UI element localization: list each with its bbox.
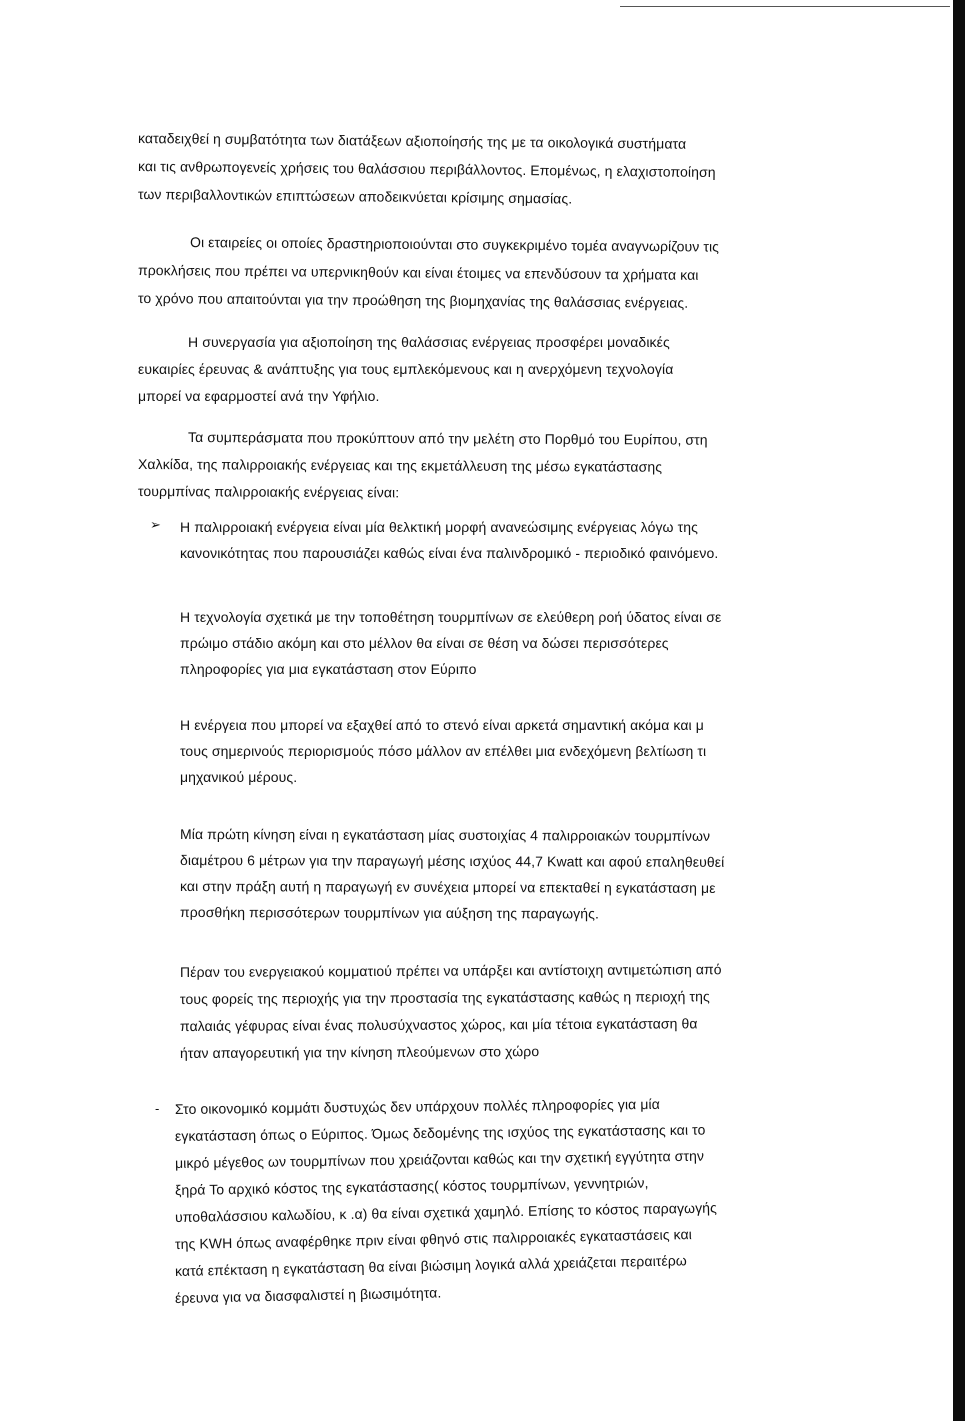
paragraph-line: έρευνα για να διασφαλιστεί η βιωσιμότητα.: [174, 1284, 442, 1306]
paragraph-line: της KWH όπως αναφέρθηκε πριν είναι φθηνό στις παλιρροιακές εγκαταστάσεις και: [174, 1226, 693, 1252]
paragraph-line: Η τεχνολογία σχετικά με την τοποθέτηση τουρμπίνων σε ελεύθερη ροή ύδατος είναι σε: [180, 609, 722, 625]
paragraph-line: το χρόνο που απαιτούνται για την προώθηση της βιομηχανίας της θαλάσσιας ενέργειας.: [137, 290, 689, 311]
paragraph-line: Οι εταιρείες οι οποίες δραστηριοποιούνται στο συγκεκριμένο τομέα αναγνωρίζουν τις: [189, 234, 720, 255]
paragraph-line: κανονικότητας που παρουσιάζει καθώς είναι ένα παλινδρομικό - περιοδικό φαινόμενο.: [180, 545, 719, 561]
paragraph-line: Πέραν του ενεργειακού κομματιού πρέπει να υπάρξει και αντίστοιχη αντιμετώπιση από: [179, 961, 722, 980]
paragraph-line: μπορεί να εφαρμοστεί ανά την Υφήλιο.: [138, 388, 380, 404]
arrow-bullet-icon: ➢: [150, 517, 161, 532]
paragraph-line: προκλήσεις που πρέπει να υπερνικηθούν και είναι έτοιμες να επενδύσουν τα χρήματα και: [137, 262, 699, 283]
paragraph-line: Μία πρώτη κίνηση είναι η εγκατάσταση μίας συστοιχίας 4 παλιρροιακών τουρμπίνων: [179, 826, 711, 844]
paragraph-line: πρώιμο στάδιο ακόμη και στο μέλλον θα είναι σε θέση να δώσει περισσότερες: [180, 635, 669, 651]
paragraph-line: μικρό μέγεθος ων τουρμπίνων που χρειάζονται καθώς και την σχετική εγγύτητα στην: [174, 1147, 705, 1171]
paragraph-line: των περιβαλλοντικών επιπτώσεων αποδεικνύεται κρίσιμης σημασίας.: [137, 186, 573, 207]
paragraph-line: υποθαλάσσιου καλωδίου, κ .α) θα είναι σχετικά χαμηλό. Επίσης το κόστος παραγωγής: [174, 1199, 718, 1225]
paragraph-line: Στο οικονομικό κομμάτι δυστυχώς δεν υπάρχουν πολλές πληροφορίες για μία: [174, 1095, 660, 1117]
paragraph-line: διαμέτρου 6 μέτρων για την παραγωγή μέσης ισχύος 44,7 Kwatt και αφού επαληθευθεί: [179, 852, 725, 870]
paragraph-line: καταδειχθεί η συμβατότητα των διατάξεων αξιοποίησής της με τα οικολογικά συστήματα: [137, 130, 687, 152]
paragraph-line: πληροφορίες για μια εγκατάσταση στον Εύριπο: [180, 661, 477, 677]
paragraph-line: Η ενέργεια που μπορεί να εξαχθεί από το στενό είναι αρκετά σημαντική ακόμα και μ: [180, 717, 704, 733]
paragraph-line: ευκαιρίες έρευνας & ανάπτυξης για τους εμπλεκόμενους και η ανερχόμενη τεχνολογία: [138, 361, 674, 377]
paragraph-line: ξηρά Το αρχικό κόστος της εγκατάστασης( κόστος τουρμπίνων, γεννητριών,: [174, 1174, 649, 1198]
dash-bullet-icon: -: [155, 1101, 160, 1116]
paragraph-line: τους φορείς της περιοχής για την προστασία της εγκατάστασης καθώς η περιοχή της: [179, 988, 710, 1007]
paragraph-line: παλαιάς γέφυρας είναι ένας πολυσύχναστος χώρος, και μία τέτοια εγκατάσταση θα: [179, 1015, 698, 1034]
paragraph-line: Η παλιρροιακή ενέργεια είναι μία θελκτική μορφή ανανεώσιμης ενέργειας λόγω της: [180, 519, 698, 535]
scan-top-line: [620, 6, 950, 7]
paragraph-line: και τις ανθρωπογενείς χρήσεις του θαλάσσιου περιβάλλοντος. Επομένως, η ελαχιστοποίηση: [137, 158, 716, 181]
paragraph-line: εγκατάσταση όπως ο Εύριπος. Όμως δεδομένης της ισχύος της εγκατάστασης και το: [174, 1121, 706, 1144]
paragraph-line: Τα συμπεράσματα που προκύπτουν από την μελέτη στο Πορθμό του Ευρίπου, στη: [187, 429, 708, 448]
paragraph-line: ήταν απαγορευτική για την κίνηση πλεούμενων στο χώρο: [179, 1043, 540, 1061]
paragraph-line: και στην πράξη αυτή η παραγωγή εν συνέχεια μπορεί να επεκταθεί η εγκατάσταση με: [179, 878, 716, 896]
paragraph-line: Χαλκίδα, της παλιρροιακής ενέργειας και της εκμετάλλευση της μέσω εγκατάστασης: [137, 456, 663, 475]
paragraph-line: τουρμπίνας παλιρροιακής ενέργειας είναι:: [137, 483, 400, 501]
paragraph-line: κατά επέκταση η εγκατάσταση θα είναι βιώσιμη λογικά αλλά χρειάζεται περαιτέρω: [174, 1252, 688, 1279]
paragraph-line: Η συνεργασία για αξιοποίηση της θαλάσσιας ενέργειας προσφέρει μοναδικές: [188, 334, 670, 350]
paragraph-line: προσθήκη περισσότερων τουρμπίνων για αύξηση της παραγωγής.: [179, 904, 600, 922]
scan-dark-edge: [953, 0, 965, 1421]
paragraph-line: τους σημερινούς περιορισμούς πόσο μάλλον αν επέλθει μια ενδεχόμενη βελτίωση τι: [180, 743, 707, 759]
paragraph-line: μηχανικού μέρους.: [180, 769, 298, 785]
